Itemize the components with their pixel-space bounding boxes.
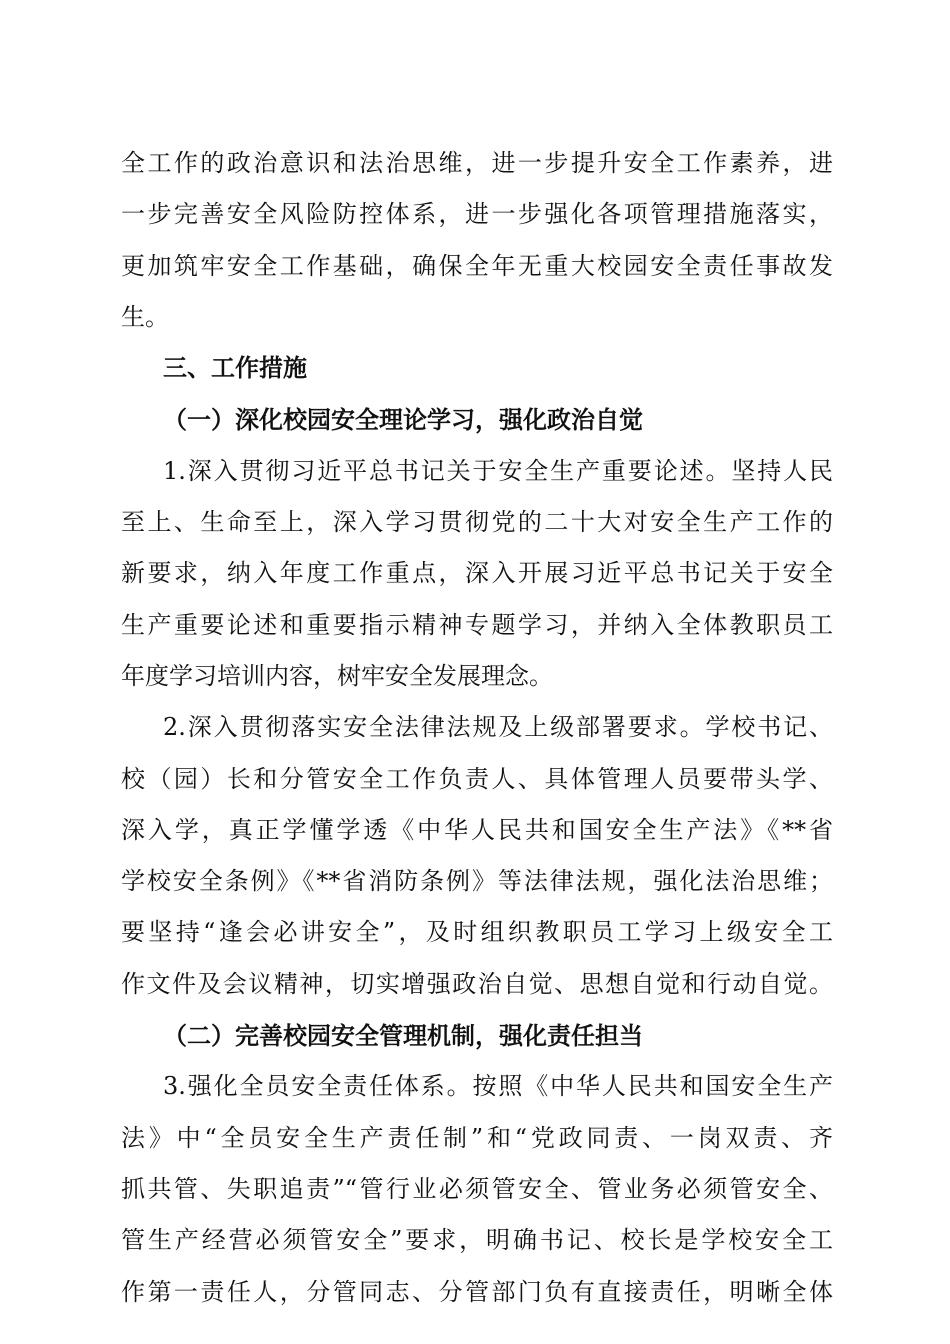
text-line: 年度学习培训内容，树牢安全发展理念。 — [121, 661, 553, 690]
subsection-heading-text: （二）完善校园安全管理机制，强化责任担当 — [163, 1021, 643, 1051]
text-line: 全工作的政治意识和法治思维，进一步提升安全工作素养，进 — [121, 149, 833, 177]
text-line: 更加筑牢安全工作基础，确保全年无重大校园安全责任事故发 — [121, 251, 833, 280]
text-line: 生。 — [121, 302, 169, 331]
text-line: 校（园）长和分管安全工作负责人、具体管理人员要带头学、 — [121, 764, 833, 793]
text-line: 要坚持“逢会必讲安全”，及时组织教职员工学习上级安全工 — [121, 918, 833, 947]
subsection-heading-text: （一）深化校园安全理论学习，强化政治自觉 — [163, 405, 643, 435]
paragraph-item-1 — [121, 446, 833, 702]
text-line: 3.强化全员安全责任体系。按照《中华人民共和国安全生产 — [163, 1072, 833, 1101]
text-line: 管生产经营必须管安全”要求，明确书记、校长是学校安全工 — [121, 1226, 833, 1255]
text-line: 新要求，纳入年度工作重点，深入开展习近平总书记关于安全 — [121, 559, 833, 588]
text-line: 法》中“全员安全生产责任制”和“党政同责、一岗双责、齐 — [121, 1123, 833, 1152]
section-heading — [121, 343, 833, 394]
text-line: 深入学，真正学懂学透《中华人民共和国安全生产法》《**省 — [121, 815, 833, 844]
subsection-heading-2 — [121, 1010, 833, 1061]
paragraph-goal-continuation — [121, 138, 833, 343]
paragraph-item-3 — [121, 1061, 833, 1317]
text-line: 学校安全条例》《**省消防条例》等法律法规，强化法治思维； — [121, 867, 833, 896]
text-line: 生产重要论述和重要指示精神专题学习，并纳入全体教职员工 — [121, 610, 833, 639]
text-line: 一步完善安全风险防控体系，进一步强化各项管理措施落实， — [121, 200, 833, 229]
text-line: 作文件及会议精神，切实增强政治自觉、思想自觉和行动自觉。 — [121, 969, 833, 998]
document-body — [121, 138, 833, 1318]
subsection-heading-1 — [121, 394, 833, 445]
text-line: 抓共管、失职追责”“管行业必须管安全、管业务必须管安全、 — [121, 1174, 833, 1203]
section-heading-text: 三、工作措施 — [163, 354, 307, 383]
text-line: 2.深入贯彻落实安全法律法规及上级部署要求。学校书记、 — [163, 713, 833, 742]
text-line: 至上、生命至上，深入学习贯彻党的二十大对安全生产工作的 — [121, 508, 833, 537]
text-line: 1.深入贯彻习近平总书记关于安全生产重要论述。坚持人民 — [163, 456, 833, 485]
paragraph-item-2 — [121, 702, 833, 1010]
text-line: 作第一责任人，分管同志、分管部门负有直接责任，明晰全体 — [121, 1277, 833, 1306]
